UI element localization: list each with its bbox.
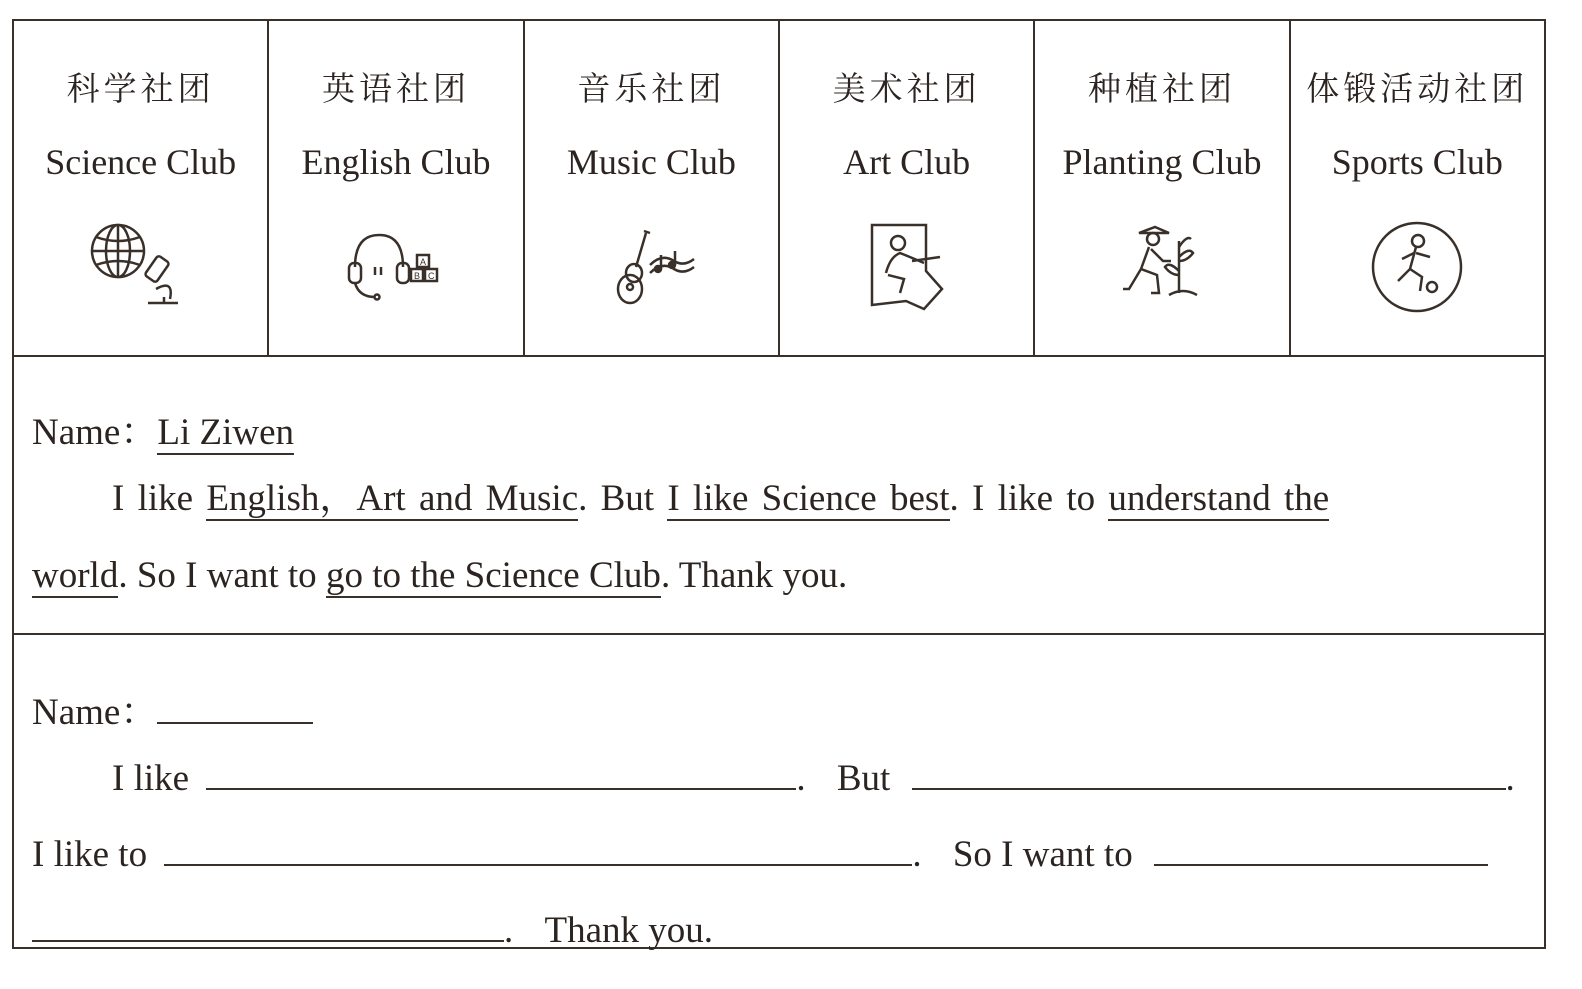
name-blank[interactable] bbox=[157, 692, 313, 724]
painting-person-icon bbox=[852, 217, 962, 317]
name-value: Li Ziwen bbox=[157, 412, 295, 453]
svg-text:A: A bbox=[419, 257, 426, 267]
soccer-player-icon bbox=[1362, 217, 1472, 317]
text-segment: . Thank you. bbox=[660, 555, 848, 596]
club-name-zh: 美术社团 bbox=[832, 69, 981, 108]
blank-sentence-2 bbox=[32, 833, 1488, 876]
club-name-en: Planting Club bbox=[1062, 142, 1262, 182]
globe-microscope-icon bbox=[86, 217, 196, 317]
text-segment: . bbox=[504, 910, 514, 951]
club-cell-science bbox=[14, 21, 269, 355]
svg-text:B: B bbox=[413, 271, 420, 281]
text-segment: . So I want to bbox=[118, 555, 326, 596]
blank-sentence-3 bbox=[32, 909, 713, 952]
example-sentence-1 bbox=[112, 477, 1329, 521]
club-name-en: Art Club bbox=[843, 142, 971, 182]
answer-blank[interactable] bbox=[32, 910, 504, 942]
club-name-zh: 英语社团 bbox=[321, 69, 470, 108]
text-segment: Thank you. bbox=[544, 910, 714, 951]
example-entry bbox=[14, 357, 1544, 635]
answer-underlined: go to the Science Club bbox=[325, 555, 661, 596]
club-name-zh: 体锻活动社团 bbox=[1306, 69, 1529, 108]
answer-blank[interactable] bbox=[206, 758, 796, 790]
name-label: Name： bbox=[32, 692, 158, 733]
gardener-plant-icon bbox=[1107, 217, 1217, 317]
headphones-abc-icon bbox=[341, 217, 451, 317]
text-segment: But bbox=[836, 758, 891, 799]
club-cell-english bbox=[269, 21, 524, 355]
text-segment: I like bbox=[112, 478, 207, 519]
text-segment: I like to bbox=[32, 834, 148, 875]
answer-underlined: world bbox=[32, 555, 119, 596]
club-name-zh: 种植社团 bbox=[1087, 69, 1236, 108]
answer-blank[interactable] bbox=[164, 834, 912, 866]
club-worksheet bbox=[12, 19, 1546, 949]
name-label: Name： bbox=[32, 412, 158, 453]
example-sentence-2 bbox=[32, 554, 847, 598]
answer-underlined: I like Science best bbox=[667, 478, 950, 519]
club-name-zh: 音乐社团 bbox=[577, 69, 726, 108]
text-segment: . But bbox=[578, 478, 668, 519]
club-cell-music bbox=[525, 21, 780, 355]
club-name-zh: 科学社团 bbox=[66, 69, 215, 108]
text-segment: . bbox=[1505, 758, 1515, 799]
blank-name-line bbox=[32, 681, 313, 735]
answer-blank[interactable] bbox=[912, 758, 1506, 790]
club-name-en: Music Club bbox=[566, 142, 736, 182]
club-name-en: English Club bbox=[301, 142, 491, 182]
text-segment: . I like to bbox=[949, 478, 1109, 519]
club-cell-planting bbox=[1035, 21, 1290, 355]
answer-underlined: understand the bbox=[1108, 478, 1330, 519]
blank-sentence-1 bbox=[112, 757, 1515, 800]
svg-text:C: C bbox=[427, 271, 435, 281]
club-name-en: Science Club bbox=[45, 142, 237, 182]
club-cell-art bbox=[780, 21, 1035, 355]
club-name-en: Sports Club bbox=[1331, 142, 1503, 182]
blank-entry bbox=[14, 635, 1544, 949]
club-table bbox=[14, 21, 1544, 357]
text-segment: I like bbox=[112, 758, 190, 799]
text-segment: . bbox=[796, 758, 806, 799]
guitar-notes-icon bbox=[596, 217, 706, 317]
answer-blank[interactable] bbox=[1154, 834, 1488, 866]
text-segment: So I want to bbox=[952, 834, 1133, 875]
answer-underlined: English，Art and Music bbox=[206, 478, 579, 519]
example-name-line bbox=[32, 401, 294, 455]
text-segment: . bbox=[912, 834, 922, 875]
club-cell-sports bbox=[1291, 21, 1544, 355]
